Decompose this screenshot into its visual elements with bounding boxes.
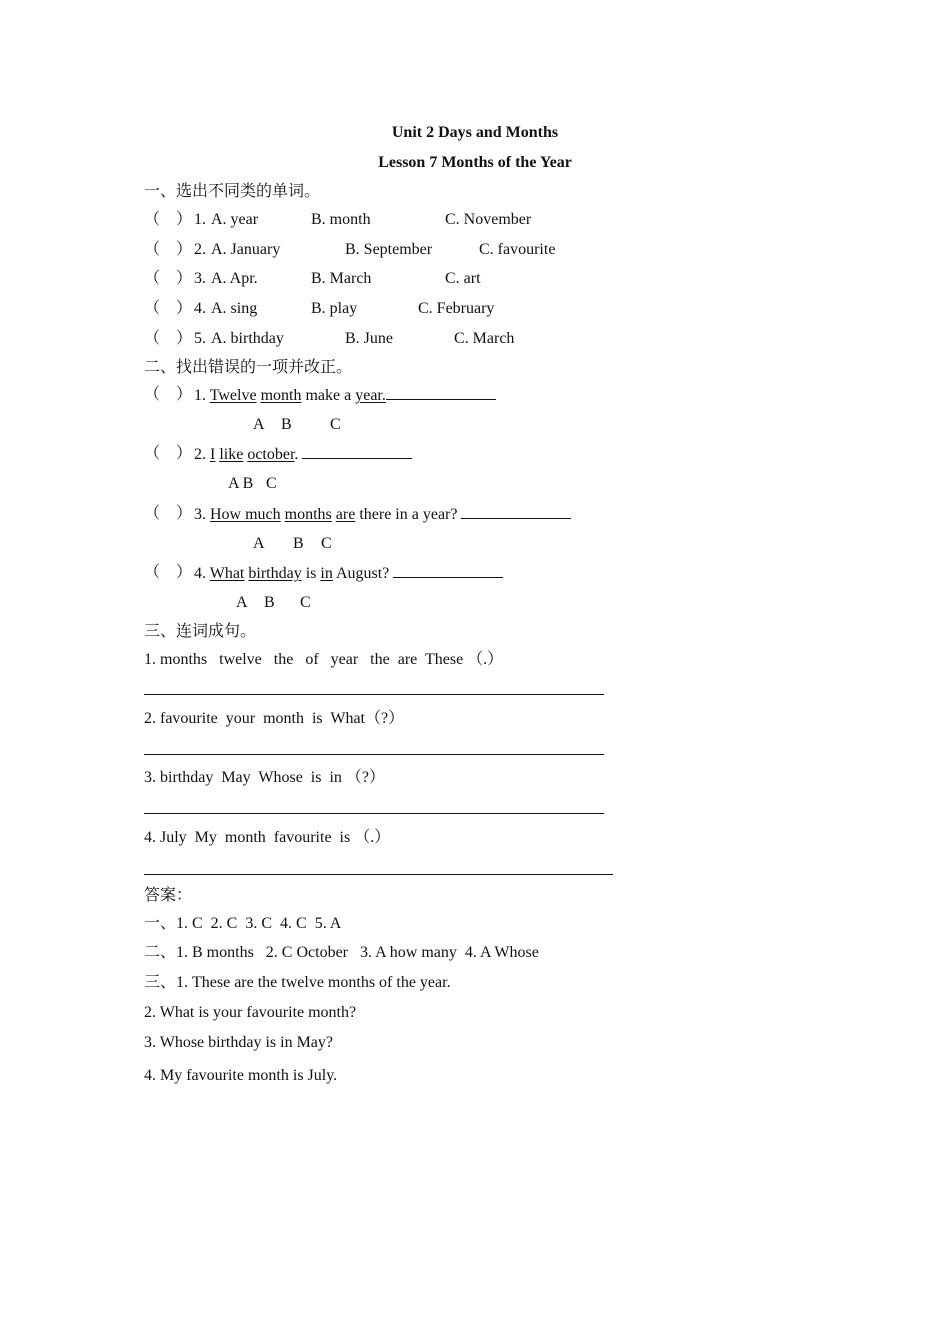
item-number: 2. — [194, 446, 206, 463]
option-label-c: C — [330, 416, 341, 433]
answer-line[interactable] — [144, 754, 604, 755]
option-b: B. September — [345, 241, 433, 258]
underlined-option-c: in — [320, 565, 333, 582]
option-b: B. March — [311, 270, 372, 287]
underlined-option-b: month — [260, 387, 302, 404]
question-sentence — [194, 444, 412, 465]
underlined-option-a: I — [210, 446, 216, 463]
option-label-c: C — [321, 535, 332, 552]
answer-line-text: 4. My favourite month is July. — [144, 1067, 338, 1084]
sentence-text: is — [305, 565, 317, 582]
item-number: 5. — [194, 330, 206, 347]
option-label-c: C — [266, 475, 277, 492]
underlined-option-a: Twelve — [209, 387, 257, 404]
underlined-option-a: How much — [210, 506, 281, 523]
item-number: 3. — [194, 270, 206, 287]
option-a: A. January — [211, 241, 281, 258]
section1-heading: 一、选出不同类的单词。 — [144, 183, 321, 200]
unit-title: Unit 2 Days and Months — [391, 124, 559, 141]
sentence-punct: . — [381, 387, 386, 404]
option-c: C. November — [445, 211, 532, 228]
lesson-title: Lesson 7 Months of the Year — [378, 154, 572, 171]
option-a: A. birthday — [211, 330, 284, 347]
item-number: 3. — [194, 506, 206, 523]
answer-line-text: 3. Whose birthday is in May? — [144, 1034, 334, 1051]
option-label-a: A — [253, 535, 265, 552]
item-number: 4. — [194, 565, 206, 582]
answer-line[interactable] — [144, 874, 613, 875]
answer-paren: （ ） — [144, 564, 193, 581]
answer-line-text: 一、1. C 2. C 3. C 4. C 5. A — [144, 915, 342, 932]
answer-paren: （ ） — [144, 300, 193, 317]
answer-blank[interactable] — [461, 504, 571, 519]
answer-paren: （ ） — [144, 386, 193, 403]
question-sentence — [194, 504, 571, 525]
answer-paren: （ ） — [144, 270, 193, 287]
section3-heading: 三、连词成句。 — [144, 623, 257, 640]
item-number: 4. — [194, 300, 206, 317]
answer-line[interactable] — [144, 694, 604, 695]
option-c: C. art — [445, 270, 481, 287]
option-b: B. month — [311, 211, 371, 228]
scrambled-sentence: 3. birthday May Whose is in （?） — [144, 769, 386, 786]
answer-line[interactable] — [144, 813, 604, 814]
option-b: B. play — [311, 300, 358, 317]
answer-paren: （ ） — [144, 330, 193, 347]
sentence-punct: . — [294, 446, 299, 463]
option-label-b: B — [293, 535, 304, 552]
answer-line-text: 三、1. These are the twelve months of the year. — [144, 974, 451, 991]
underlined-option-b: like — [219, 446, 244, 463]
option-a: A. sing — [211, 300, 258, 317]
answer-line-text: 2. What is your favourite month? — [144, 1004, 357, 1021]
option-c: C. February — [418, 300, 495, 317]
option-label-a: A — [236, 594, 248, 611]
question-sentence — [194, 563, 503, 584]
underlined-option-c: are — [335, 506, 356, 523]
item-number: 1. — [194, 387, 206, 404]
answer-paren: （ ） — [144, 211, 193, 228]
option-label-ab: A B — [228, 475, 254, 492]
answer-paren: （ ） — [144, 505, 193, 522]
sentence-text: there in a year? — [359, 506, 458, 523]
option-a: A. year — [211, 211, 259, 228]
answer-blank[interactable] — [302, 444, 412, 459]
scrambled-sentence: 4. July My month favourite is （.） — [144, 829, 391, 846]
sentence-text: make a — [305, 387, 352, 404]
question-sentence — [194, 385, 496, 406]
underlined-option-c: year — [355, 387, 382, 404]
item-number: 1. — [194, 211, 206, 228]
underlined-option-a: What — [209, 565, 245, 582]
scrambled-sentence: 2. favourite your month is What（?） — [144, 710, 405, 727]
option-label-b: B — [264, 594, 275, 611]
underlined-option-b: months — [284, 506, 332, 523]
answer-blank[interactable] — [393, 563, 503, 578]
answer-paren: （ ） — [144, 241, 193, 258]
answer-paren: （ ） — [144, 445, 193, 462]
answers-heading: 答案： — [144, 887, 193, 904]
sentence-text: August? — [335, 565, 390, 582]
scrambled-sentence: 1. months twelve the of year the are These （.） — [144, 651, 504, 668]
answer-blank[interactable] — [386, 385, 496, 400]
answer-line-text: 二、1. B months 2. C October 3. A how many 4. A Whose — [144, 944, 539, 961]
underlined-option-c: october — [247, 446, 295, 463]
underlined-option-b: birthday — [248, 565, 302, 582]
item-number: 2. — [194, 241, 206, 258]
option-label-c: C — [300, 594, 311, 611]
option-a: A. Apr. — [211, 270, 258, 287]
option-c: C. March — [454, 330, 515, 347]
section2-heading: 二、找出错误的一项并改正。 — [144, 359, 353, 376]
option-label-a: A — [253, 416, 265, 433]
option-label-b: B — [281, 416, 292, 433]
option-b: B. June — [345, 330, 393, 347]
option-c: C. favourite — [479, 241, 556, 258]
